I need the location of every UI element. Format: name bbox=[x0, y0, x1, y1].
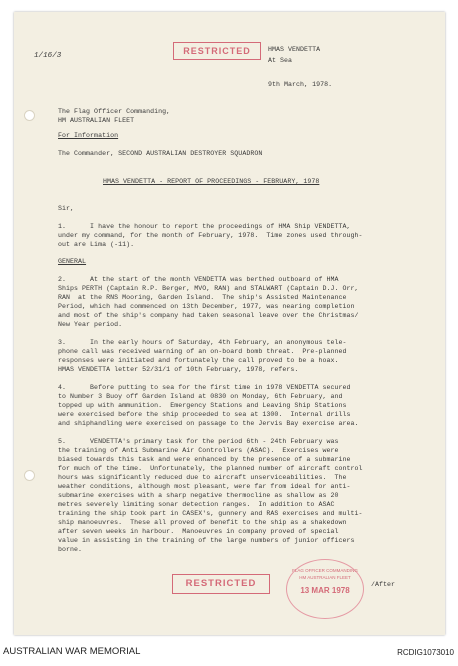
text-line: hours was significantly reduced due to aircraft unserviceabilities. The bbox=[58, 474, 347, 481]
text-line: submarine exercises with a sharp negative thermocline as shallow as 20 bbox=[58, 492, 339, 499]
archive-footer bbox=[0, 640, 458, 666]
text-line: the training of Anti Submarine Air Controllers (ASAC). Exercises were bbox=[58, 447, 339, 454]
text-line: ship manoeuvres. These all proved of benefit to the ship as a shakedown bbox=[58, 519, 347, 526]
catalog-number: RCDIG1073010 bbox=[397, 648, 454, 657]
text-line: topped up with ammunition. Emergency Stations and Leaving Ship Stations bbox=[58, 402, 347, 409]
ship-location: At Sea bbox=[268, 57, 293, 64]
text-line: 4. Before putting to sea for the first time in 1978 VENDETTA secured bbox=[58, 384, 351, 391]
text-line: responses were initiated and fortunately the call proved to be a hoax. bbox=[58, 357, 339, 364]
text-line: biased towards this task and were enhanced by the presence of a submarine bbox=[58, 456, 351, 463]
text-line: 5. VENDETTA's primary task for the period 6th - 24th February was bbox=[58, 438, 339, 445]
text-line: to Number 3 Buoy off Garden Island at 0830 on Monday, 6th February, and bbox=[58, 393, 343, 400]
text-line: weather conditions, although most pleasant, were far from ideal for anti- bbox=[58, 483, 351, 490]
text-line: for much of the time. Unfortunately, the planned number of aircraft control bbox=[58, 465, 363, 472]
text-line: 2. At the start of the month VENDETTA was berthed outboard of HMA bbox=[58, 276, 339, 283]
reference-number: 1/16/3 bbox=[34, 52, 62, 60]
restricted-stamp-top: RESTRICTED bbox=[173, 42, 261, 60]
text-line: value in assisting in the training of the large numbers of junior officers bbox=[58, 537, 355, 544]
addressee-line1: The Flag Officer Commanding, bbox=[58, 108, 171, 115]
letter-date: 9th March, 1978. bbox=[268, 81, 333, 88]
punch-hole bbox=[24, 470, 35, 481]
report-title: HMAS VENDETTA - REPORT OF PROCEEDINGS - FEBRUARY, 1978 bbox=[103, 178, 320, 185]
section-heading-general: GENERAL bbox=[58, 258, 87, 265]
text-line: borne. bbox=[58, 546, 83, 553]
archive-name: AUSTRALIAN WAR MEMORIAL bbox=[3, 646, 141, 657]
for-information-label: For Information bbox=[58, 132, 119, 139]
receipt-stamp bbox=[286, 559, 364, 619]
salutation: Sir, bbox=[58, 205, 75, 212]
punch-hole bbox=[24, 110, 35, 121]
text-line: HMAS VENDETTA letter 52/31/1 of 10th February, 1978, refers. bbox=[58, 366, 299, 373]
copy-to-line: The Commander, SECOND AUSTRALIAN DESTROYER SQUADRON bbox=[58, 150, 263, 157]
text-line: phone call was received warning of an on-board bomb threat. Pre-planned bbox=[58, 348, 347, 355]
text-line: training the ship took part in CASEX's, gunnery and RAS exercises and multi- bbox=[58, 510, 363, 517]
text-line: New Year period. bbox=[58, 321, 123, 328]
text-line: under my command, for the month of February, 1978. Time zones used through- bbox=[58, 232, 363, 239]
receipt-stamp-line2: HM AUSTRALIAN FLEET bbox=[299, 575, 351, 580]
text-line: out are Lima (-11). bbox=[58, 241, 135, 248]
restricted-stamp-bottom: RESTRICTED bbox=[172, 574, 270, 594]
text-line: Ships PERTH (Captain R.P. Berger, MVO, RAN) and STALWART (Captain D.J. Orr, bbox=[58, 285, 359, 292]
text-line: Period, which had commenced on 13th December, 1977, was nearing completion bbox=[58, 303, 355, 310]
text-line: metres severely limiting sonar detection ranges. In addition to ASAC bbox=[58, 501, 335, 508]
ship-name: HMAS VENDETTA bbox=[268, 46, 321, 53]
text-line: 3. In the early hours of Saturday, 4th February, an anonymous tele- bbox=[58, 339, 347, 346]
receipt-stamp-date: 13 MAR 1978 bbox=[300, 586, 350, 595]
addressee-line2: HM AUSTRALIAN FLEET bbox=[58, 117, 135, 124]
text-line: after seven weeks in harbour. Manoeuvres in company proved of special bbox=[58, 528, 339, 535]
text-line: were exercised before the ship proceeded to sea at 1300. Internal drills bbox=[58, 411, 351, 418]
text-line: RAN at the RNS Mooring, Garden Island. The ship's Assisted Maintenance bbox=[58, 294, 347, 301]
text-line: 1. I have the honour to report the proceedings of HMA Ship VENDETTA, bbox=[58, 223, 351, 230]
text-line: and most of the ship's company had taken seasonal leave over the Christmas/ bbox=[58, 312, 359, 319]
text-line: and shiphandling were exercised on passage to the Jervis Bay exercise area. bbox=[58, 420, 359, 427]
receipt-stamp-line1: FLAG OFFICER COMMANDING bbox=[292, 568, 358, 573]
catchword: /After bbox=[371, 581, 396, 588]
